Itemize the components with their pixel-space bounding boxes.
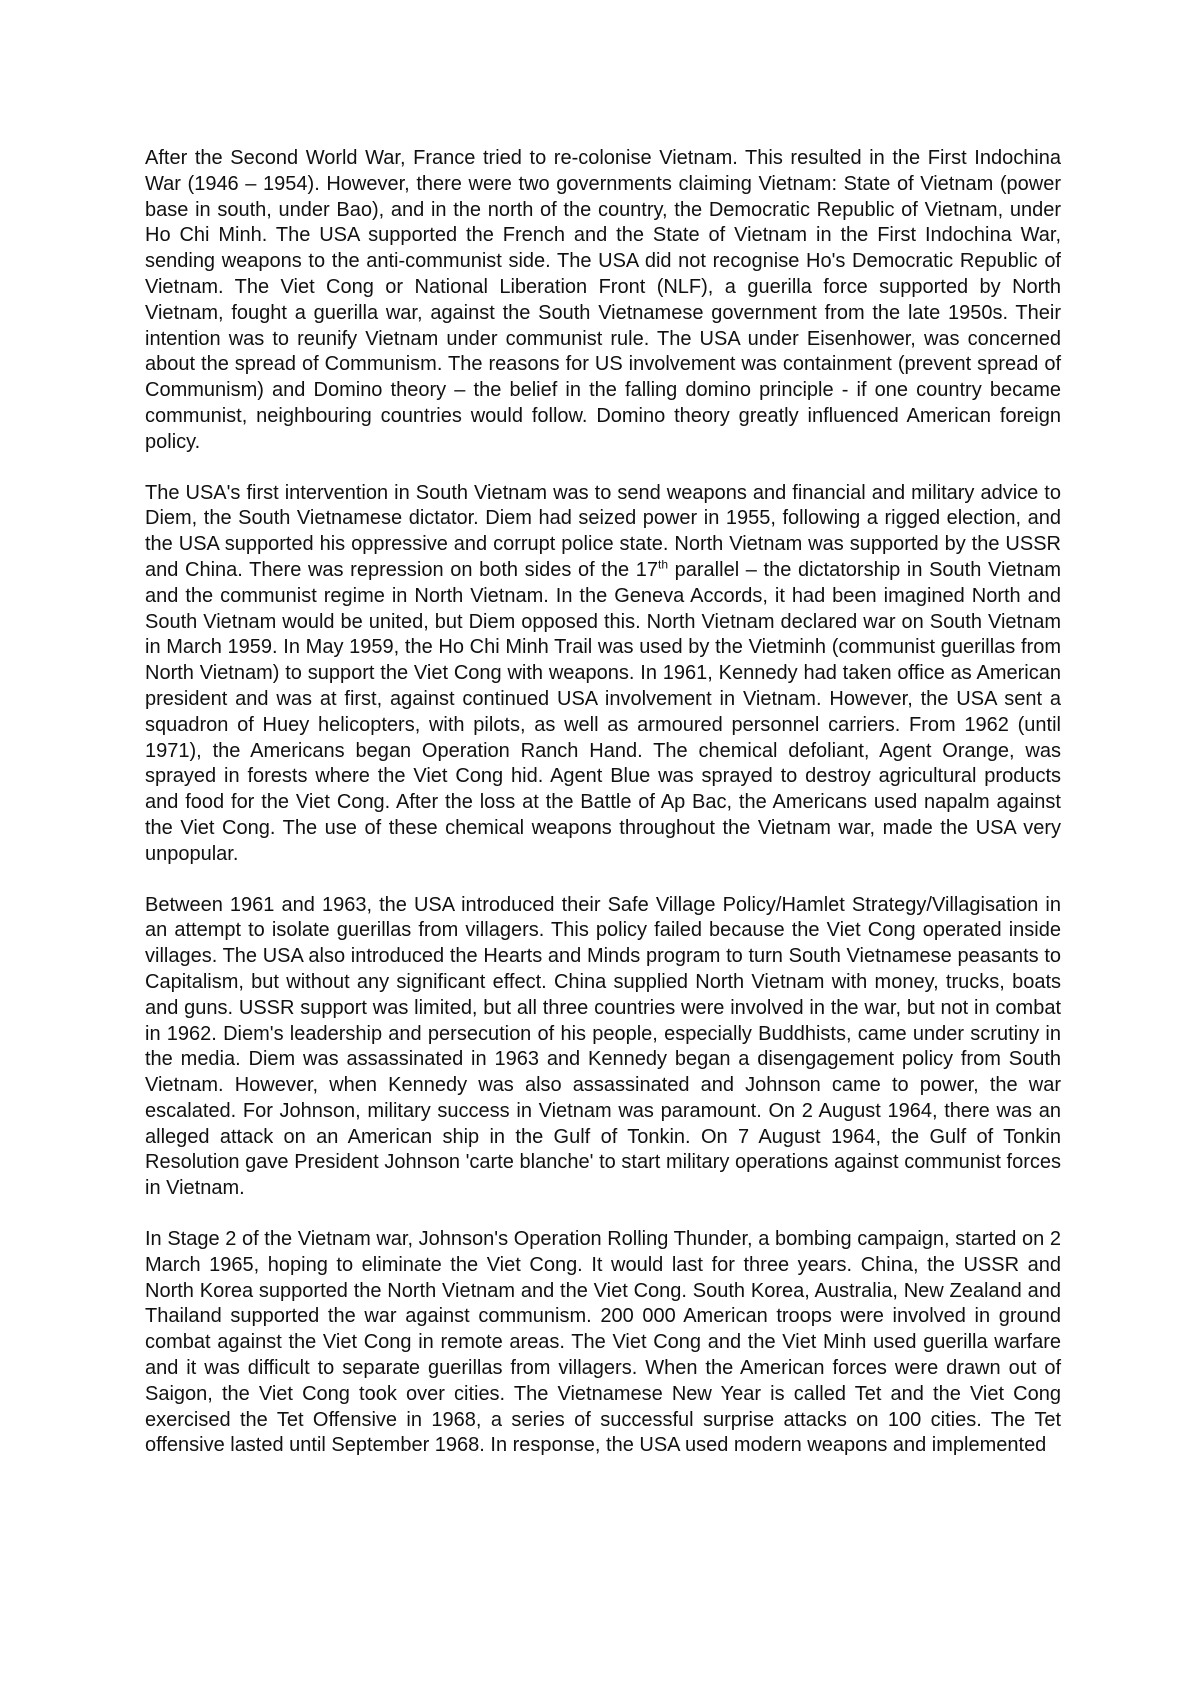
- ordinal-superscript: th: [658, 557, 669, 572]
- document-body: [145, 146, 1061, 1484]
- paragraph-2-text-end: parallel – the dictatorship in South Vietnam and the communist regime in North Vietnam. In the Geneva Accords, it had been imagined North and South Vietnam would be united, but Diem opposed this. North Vietnam declared war on South Vietnam in March 1959. In May 1959, the Ho Chi Minh Trail was used by the Vietminh (communist guerillas from North Vietnam) to support the Viet Cong with weapons. In 1961, Kennedy had taken office as American president and was at first, against continued USA involvement in Vietnam. However, the USA sent a squadron of Huey helicopters, with pilots, as well as armoured personnel carriers. From 1962 (until 1971), the Americans began Operation Ranch Hand. The chemical defoliant, Agent Orange, was sprayed in forests where the Viet Cong hid. Agent Blue was sprayed to destroy agricultural products and food for the Viet Cong. After the loss at the Battle of Ap Bac, the Americans used napalm against the Viet Cong. The use of these chemical weapons throughout the Vietnam war, made the USA very unpopular.: [145, 558, 1062, 865]
- paragraph-4: In Stage 2 of the Vietnam war, Johnson's Operation Rolling Thunder, a bombing campaign, started on 2 March 1965, hoping to eliminate the Viet Cong. It would last for three years. China, the USSR and North Korea supported the North Vietnam and the Viet Cong. South Korea, Australia, New Zealand and Thailand supported the war against communism. 200 000 American troops were involved in ground combat against the Viet Cong in remote areas. The Viet Cong and the Viet Minh used guerilla warfare and it was difficult to separate guerillas from villagers. When the American forces were drawn out of Saigon, the Viet Cong took over cities. The Vietnamese New Year is called Tet and the Viet Cong exercised the Tet Offensive in 1968, a series of successful surprise attacks on 100 cities. The Tet offensive lasted until September 1968. In response, the USA used modern weapons and implemented: [145, 1228, 1061, 1457]
- paragraph-2: [145, 481, 1061, 868]
- paragraph-2-text-start: The USA's first intervention in South Vietnam was to send weapons and financial and military advice to Diem, the South Vietnamese dictator. Diem had seized power in 1955, following a rigged election, and the USA supported his oppressive and corrupt police state. North Vietnam was supported by the USSR and China. There was repression on both sides of the 17: [145, 481, 1061, 581]
- paragraph-3: Between 1961 and 1963, the USA introduced their Safe Village Policy/Hamlet Strategy/Villagisation in an attempt to isolate guerillas from villagers. This policy failed because the Viet Cong operated inside villages. The USA also introduced the Hearts and Minds program to turn South Vietnamese peasants to Capitalism, but without any significant effect. China supplied North Vietnam with money, trucks, boats and guns. USSR support was limited, but all three countries were involved in the war, but not in combat in 1962. Diem's leadership and persecution of his people, especially Buddhists, came under scrutiny in the media. Diem was assassinated in 1963 and Kennedy began a disengagement policy from South Vietnam. However, when Kennedy was also assassinated and Johnson came to power, the war escalated. For Johnson, military success in Vietnam was paramount. On 2 August 1964, there was an alleged attack on an American ship in the Gulf of Tonkin. On 7 August 1964, the Gulf of Tonkin Resolution gave President Johnson 'carte blanche' to start military operations against communist forces in Vietnam.: [145, 893, 1061, 1200]
- paragraph-1: After the Second World War, France tried to re-colonise Vietnam. This resulted in the First Indochina War (1946 – 1954). However, there were two governments claiming Vietnam: State of Vietnam (power base in south, under Bao), and in the north of the country, the Democratic Republic of Vietnam, under Ho Chi Minh. The USA supported the French and the State of Vietnam in the First Indochina War, sending weapons to the anti-communist side. The USA did not recognise Ho's Democratic Republic of Vietnam. The Viet Cong or National Liberation Front (NLF), a guerilla force supported by North Vietnam, fought a guerilla war, against the South Vietnamese government from the late 1950s. Their intention was to reunify Vietnam under communist rule. The USA under Eisenhower, was concerned about the spread of Communism. The reasons for US involvement was containment (prevent spread of Communism) and Domino theory – the belief in the falling domino principle - if one country became communist, neighbouring countries would follow. Domino theory greatly influenced American foreign policy.: [145, 147, 1061, 453]
